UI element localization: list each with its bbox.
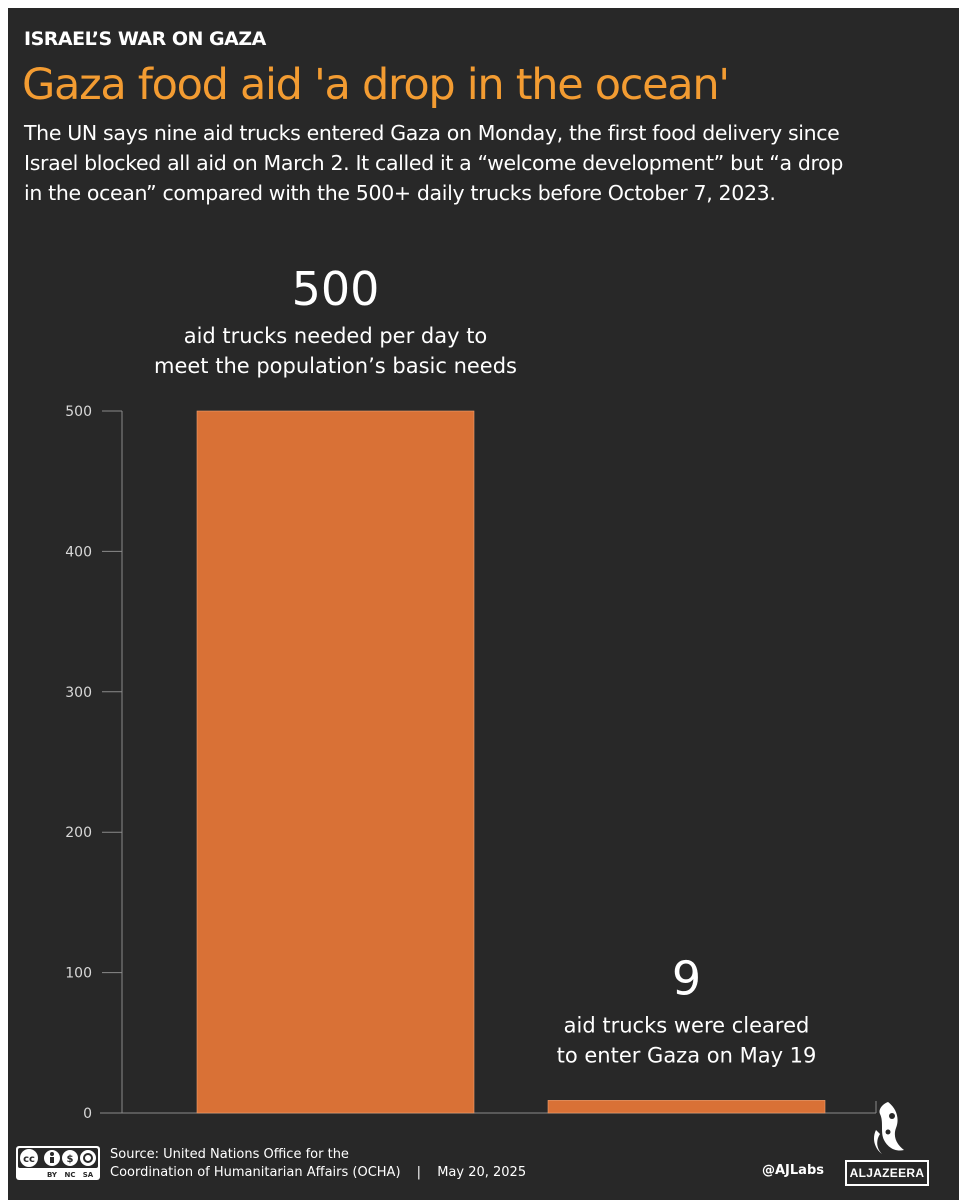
subtitle-line: Israel blocked all aid on March 2. It called it a “welcome development” but “a drop <box>24 151 844 175</box>
bar-value-label: 500 <box>291 262 380 316</box>
footer-source <box>16 1146 636 1186</box>
cc-label-nc: NC <box>64 1171 76 1179</box>
kicker-label: ISRAEL’S WAR ON GAZA <box>24 28 266 50</box>
creative-commons-icon <box>16 1146 100 1180</box>
bar-annotation-line: meet the population’s basic needs <box>154 354 517 378</box>
source-line-2: Coordination of Humanitarian Affairs (OCHA) <box>110 1165 401 1180</box>
source-line-1: Source: United Nations Office for the <box>110 1147 349 1162</box>
cc-label-by: BY <box>46 1171 58 1179</box>
y-tick-label: 0 <box>83 1106 92 1122</box>
cc-label-sa: SA <box>82 1171 94 1179</box>
y-tick-label: 400 <box>65 544 92 561</box>
source-text <box>110 1146 526 1182</box>
svg-text:$: $ <box>66 1154 74 1165</box>
svg-text:cc: cc <box>23 1154 35 1165</box>
aljazeera-wordmark: ALJAZEERA <box>845 1160 929 1186</box>
y-tick-label: 100 <box>65 965 92 982</box>
subtitle-line: in the ocean” compared with the 500+ daily trucks before October 7, 2023. <box>24 181 776 205</box>
social-handle: @AJLabs <box>762 1163 824 1178</box>
separator: | <box>416 1165 422 1180</box>
bar-annotation-line: aid trucks were cleared <box>563 1013 810 1038</box>
bar-annotation-line: aid trucks needed per day to <box>183 324 488 348</box>
aljazeera-logo-icon <box>866 1100 910 1158</box>
y-tick-label: 300 <box>65 684 92 701</box>
chart-title: Gaza food aid 'a drop in the ocean' <box>22 60 729 110</box>
bar <box>548 1100 825 1113</box>
publish-date: May 20, 2025 <box>437 1165 527 1180</box>
subtitle-line: The UN says nine aid trucks entered Gaza on Monday, the first food delivery since <box>24 121 840 145</box>
bar <box>197 411 474 1113</box>
y-tick-label: 500 <box>65 404 92 420</box>
bar-value-label: 9 <box>671 951 702 1006</box>
y-tick-label: 200 <box>65 825 92 842</box>
bar-annotation-line: to enter Gaza on May 19 <box>556 1043 817 1068</box>
